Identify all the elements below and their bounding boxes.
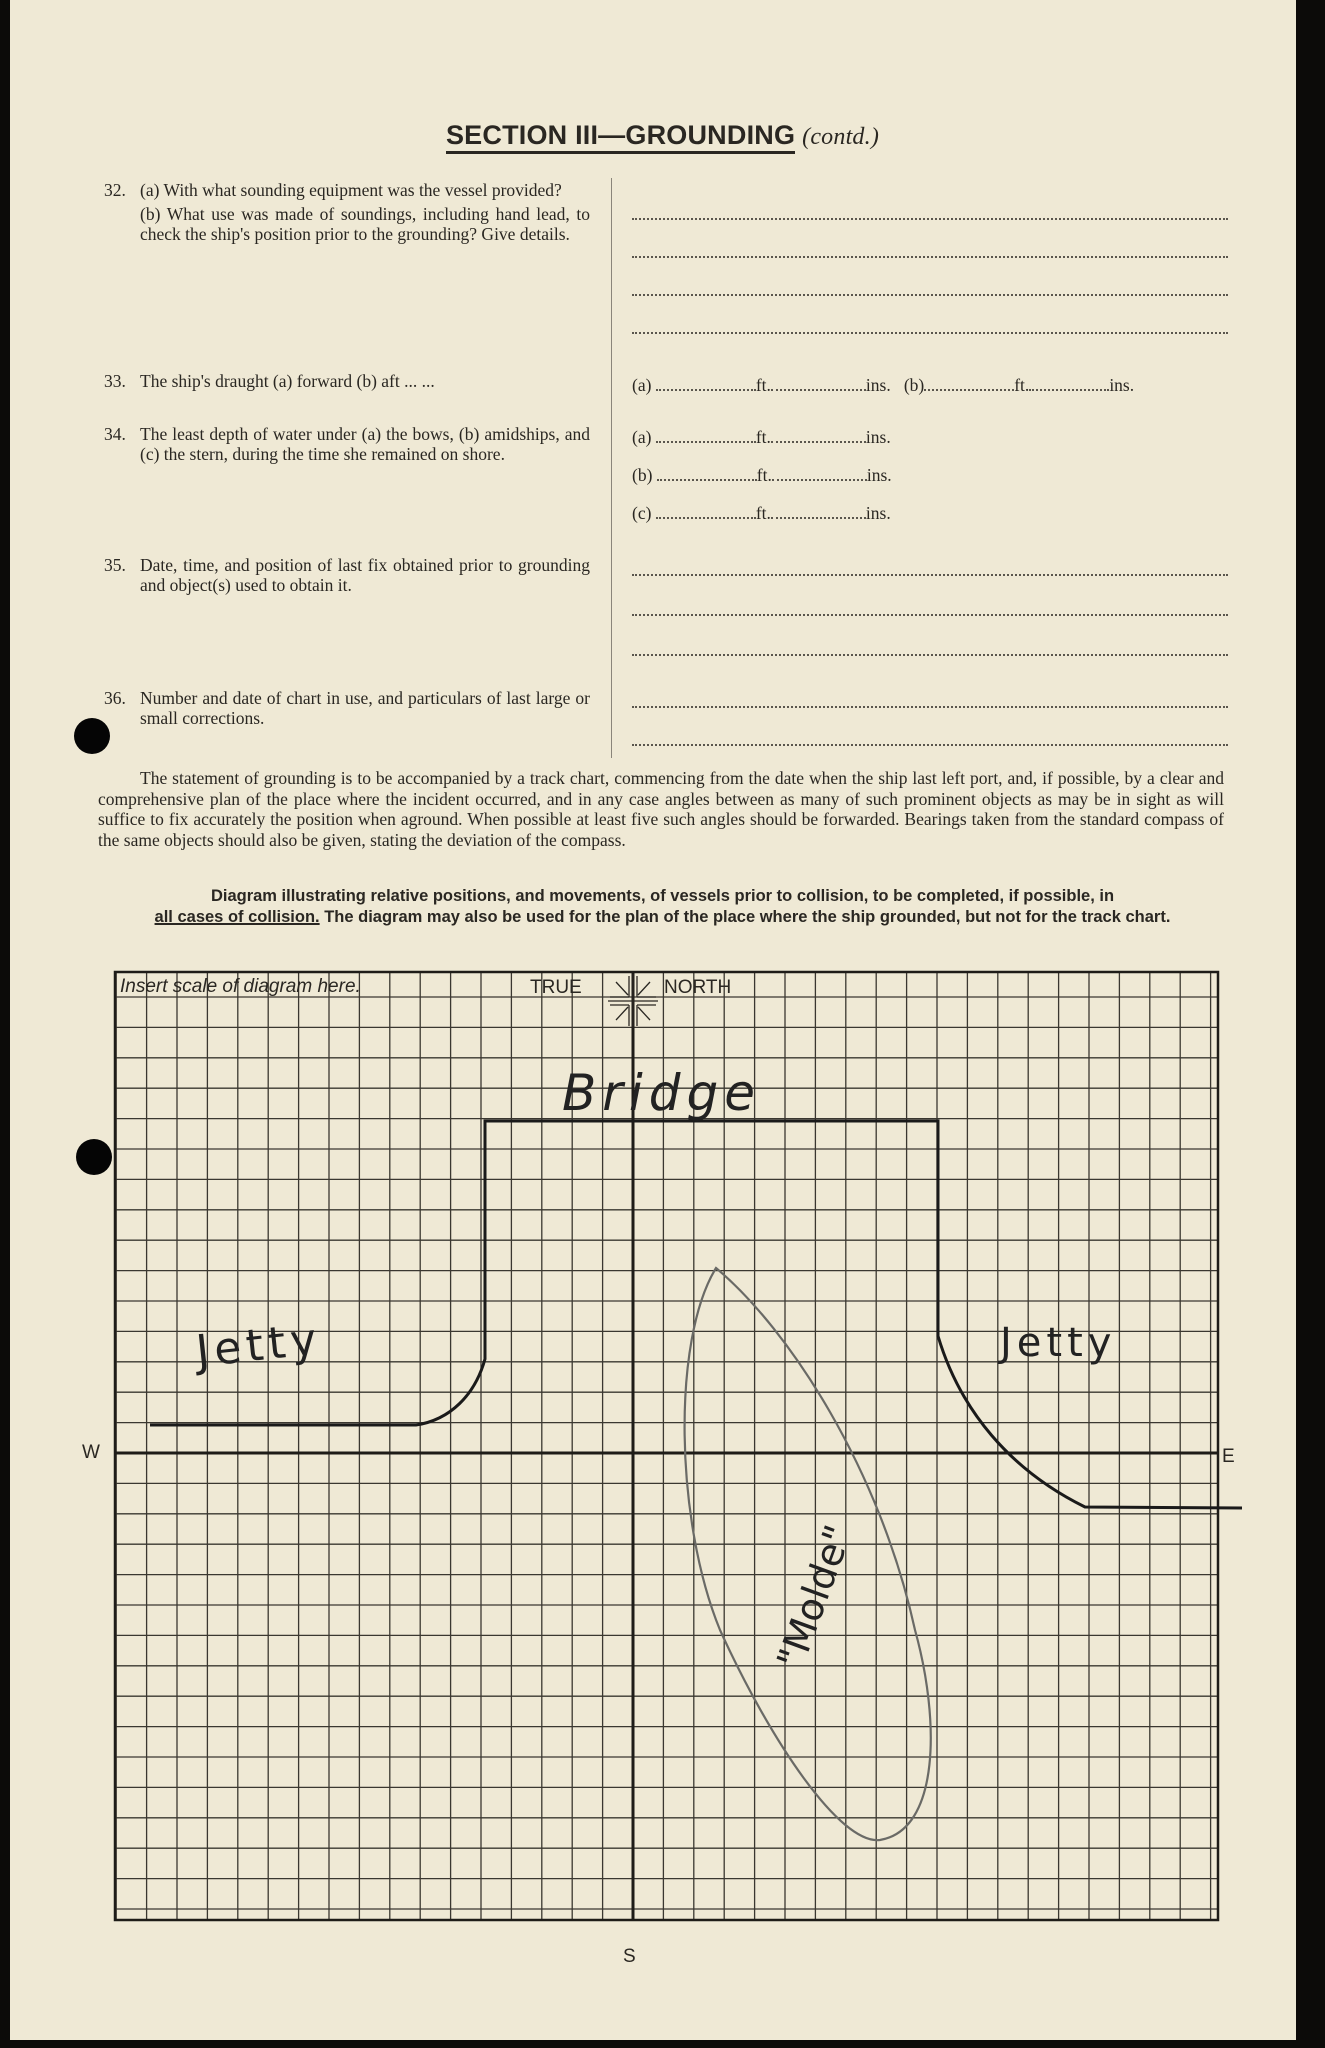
west-label: W: [82, 1442, 100, 1463]
question-35: 35. Date, time, and position of last fix obtained prior to grounding and object(s) used to obtain it.: [104, 555, 590, 595]
east-label: E: [1222, 1446, 1235, 1467]
instructions-paragraph: The statement of grounding is to be accompanied by a track chart, commencing from the date when the ship last left port, and, if possible, by a clear and comprehensive plan of the place where the incident occurred, and in any case angles between as many of such prominent objects as may be in sight as will suffice to fix accurately the position when aground. When possible at least five such angles should be forwarded. Bearings taken from the standard compass of the same objects should also be given, stating the deviation of the compass.: [98, 768, 1224, 850]
question-36: 36. Number and date of chart in use, and particulars of last large or small corrections.: [104, 688, 590, 728]
bridge-annotation: Bridge: [562, 1064, 761, 1122]
scale-label[interactable]: Insert scale of diagram here.: [120, 976, 361, 997]
south-label: S: [623, 1946, 636, 1967]
north-label: NORTH: [664, 977, 732, 998]
true-label: TRUE: [530, 977, 582, 998]
answer-34a[interactable]: (a) ft. ins.: [632, 427, 891, 447]
answer-34c[interactable]: (c) ft. ins.: [632, 503, 891, 523]
question-34: 34. The least depth of water under (a) the bows, (b) amidships, and (c) the stern, during the time she remained on shore.: [104, 424, 590, 464]
diagram-caption: Diagram illustrating relative positions, and movements, of vessels prior to collision, to be completed, if possible, in all cases of collision. The diagram may also be used for the plan of the place where the ship grounded, but not for the track chart.: [154, 887, 1171, 926]
jetty-right-annotation: Jetty: [1000, 1320, 1117, 1366]
compass-rose-icon: [608, 974, 658, 1028]
question-32: 32. (a) With what sounding equipment was the vessel provided? (b) What use was made of soundings, including hand lead, to check the ship's position prior to the grounding? Give details.: [104, 180, 590, 244]
answer-34b[interactable]: (b) ft. ins.: [632, 465, 892, 485]
ship-name-annotation: "Molde": [768, 1519, 861, 1675]
answer-33[interactable]: (a) ft. ins. (b) ft. ins.: [632, 375, 1135, 395]
section-title: SECTION III—GROUNDING (contd.): [0, 120, 1325, 151]
question-33: 33. The ship's draught (a) forward (b) aft ... ...: [104, 371, 435, 391]
jetty-left-annotation: Jetty: [193, 1313, 324, 1378]
